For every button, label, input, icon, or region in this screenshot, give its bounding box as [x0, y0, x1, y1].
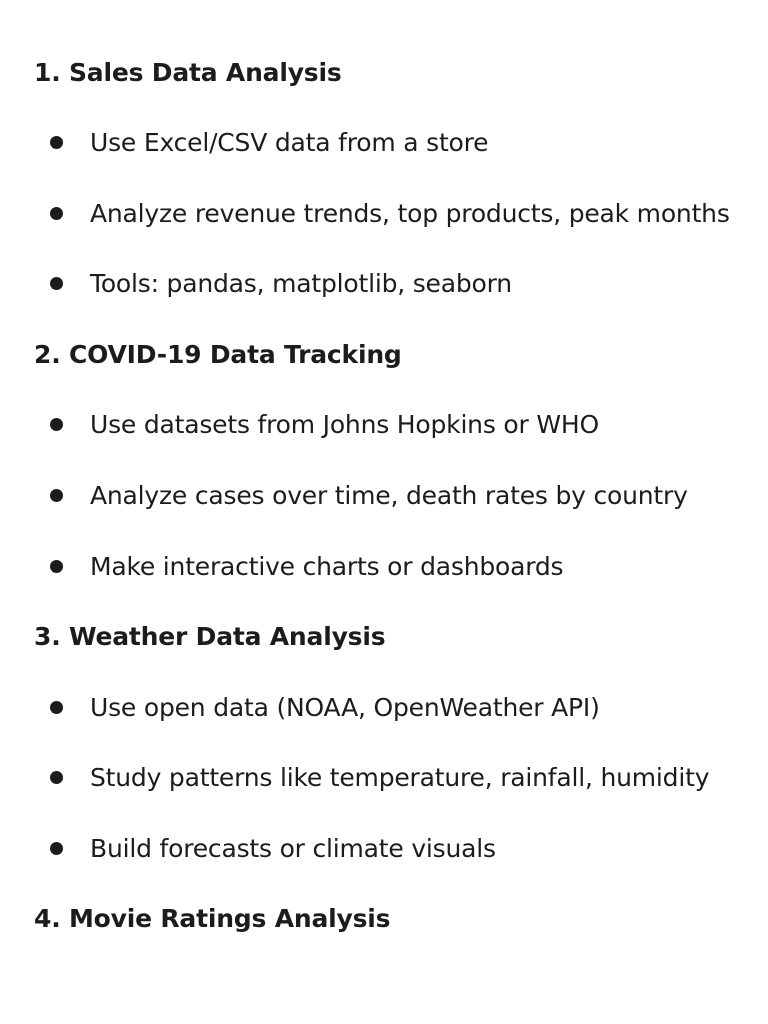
list-item-text: Tools: pandas, matplotlib, seaborn [90, 269, 512, 298]
section-heading-sales: 1. Sales Data Analysis [34, 58, 342, 87]
list-item-text: Study patterns like temperature, rainfall, humidity [90, 763, 710, 792]
list-item-text: Make interactive charts or dashboards [90, 552, 564, 581]
list-item-text: Analyze revenue trends, top products, peak months [90, 199, 730, 228]
bullet-icon [50, 136, 63, 149]
bullet-icon [50, 207, 63, 220]
bullet-icon [50, 701, 63, 714]
section-heading-covid: 2. COVID-19 Data Tracking [34, 340, 402, 369]
bullet-icon [50, 277, 63, 290]
bullet-icon [50, 842, 63, 855]
bullet-icon [50, 489, 63, 502]
bullet-icon [50, 771, 63, 784]
bullet-icon [50, 418, 63, 431]
list-item-text: Use datasets from Johns Hopkins or WHO [90, 410, 599, 439]
list-item-text: Use Excel/CSV data from a store [90, 128, 489, 157]
bullet-icon [50, 560, 63, 573]
list-item-text: Analyze cases over time, death rates by country [90, 481, 688, 510]
list-item-text: Build forecasts or climate visuals [90, 834, 496, 863]
list-item-text: Use open data (NOAA, OpenWeather API) [90, 693, 600, 722]
section-heading-weather: 3. Weather Data Analysis [34, 622, 386, 651]
section-heading-movies: 4. Movie Ratings Analysis [34, 904, 391, 933]
